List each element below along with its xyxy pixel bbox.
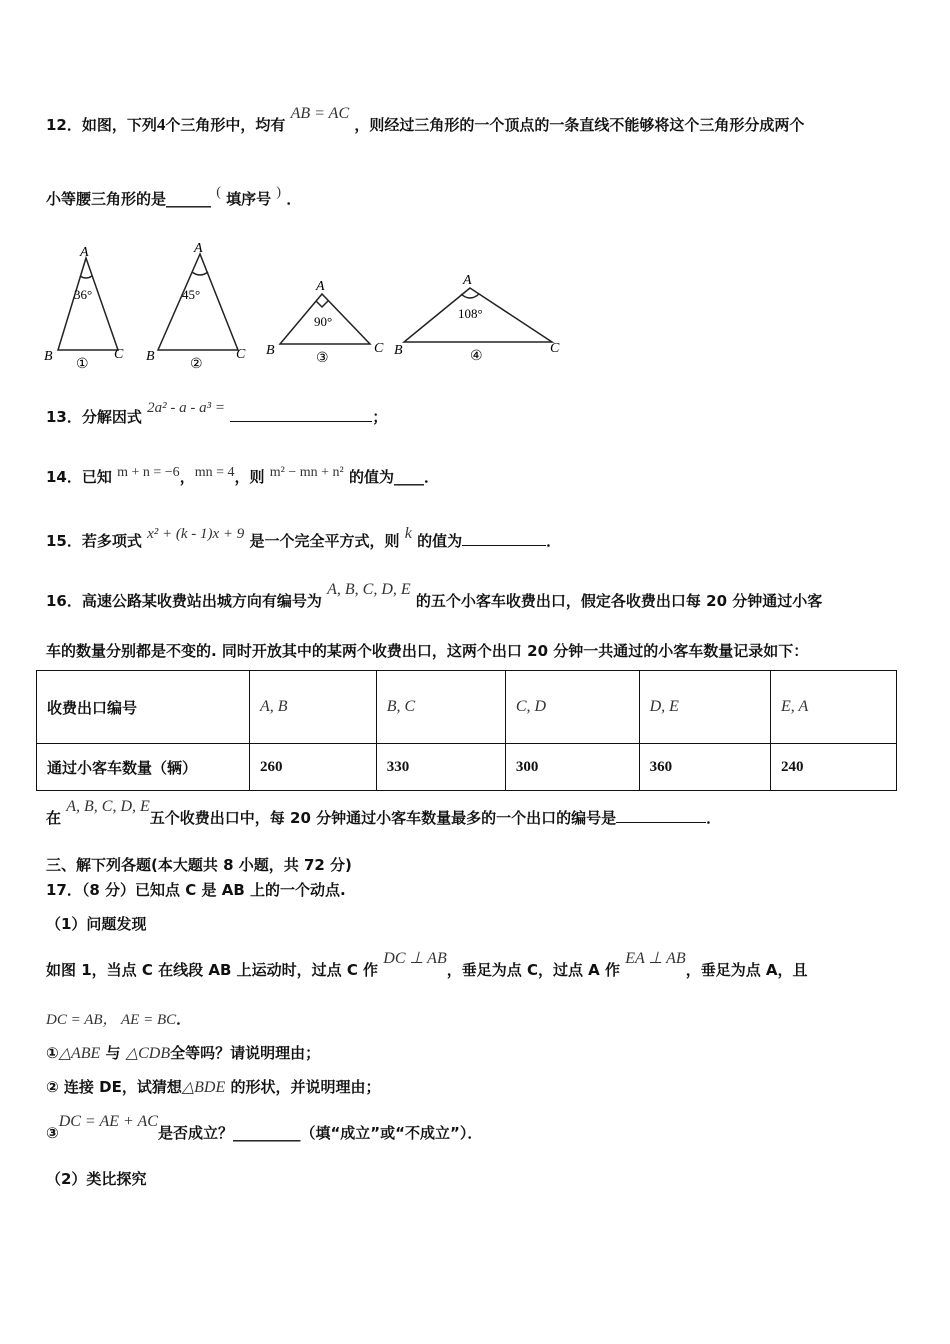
q17-ea-perp: EA ⊥ AB <box>625 950 686 967</box>
table-cell: C, D <box>505 671 639 744</box>
q14-expr: m² − mn + n² <box>269 465 344 480</box>
q13-answer-blank[interactable] <box>230 407 372 422</box>
triangle-3-mark: ③ <box>316 351 329 366</box>
table-cell: A, B <box>250 671 377 744</box>
q13-line: 13．分解因式 2a² - a - a³ = ； <box>46 400 388 426</box>
triangle-1-apex: A <box>80 245 89 260</box>
triangle-1-right: C <box>114 347 124 362</box>
q15-var: k <box>404 525 412 542</box>
q12-math-ab-ac: AB = AC <box>290 105 350 122</box>
q17-cond-line: DC = AB， AE = BC． <box>46 1010 192 1028</box>
table-row <box>37 744 897 791</box>
table-cell: D, E <box>639 671 770 744</box>
triangle-3-angle: 90° <box>314 314 333 329</box>
table-cell: 260 <box>250 744 377 791</box>
q14-line: 14．已知 m + n = −6，mn = 4，则 m² − mn + n² 的值为____． <box>46 465 439 486</box>
table-cell: 330 <box>376 744 505 791</box>
q15-answer-blank[interactable] <box>462 531 546 546</box>
q17-sub3: ③DC = AE + AC是否成立？_________（填“成立”或“不成立”）． <box>46 1113 483 1142</box>
triangle-1 <box>58 258 118 350</box>
triangle-4-right: C <box>550 341 560 356</box>
triangle-3-left: B <box>266 343 275 358</box>
q12-number: 4 <box>156 115 166 134</box>
triangle-3-apex: A <box>316 279 325 294</box>
table-header-cell: 收费出口编号 <box>37 671 250 744</box>
q17-sub1: ①△ABE 与 △CDB全等吗？请说明理由； <box>46 1044 321 1062</box>
q14-cond1: m + n = −6 <box>117 465 180 480</box>
triangle-4-mark: ④ <box>470 349 483 364</box>
triangle-2-left: B <box>146 349 155 364</box>
q17-cond-math: DC = AB， AE = BC <box>46 1012 177 1028</box>
triangle-1-angle: 36° <box>74 287 93 302</box>
q12-line1: 12．如图，下列4个三角形中，均有 AB = AC ，则经过三角形的一个顶点的一条直线不能够将这个三角形分成两个 <box>46 105 805 134</box>
triangle-3-right: C <box>374 341 384 356</box>
triangle-2-angle: 45° <box>182 287 201 302</box>
q17-sub3-blank[interactable]: _________ <box>232 1124 301 1142</box>
q15-expr: x² + (k - 1)x + 9 <box>147 526 245 542</box>
table-cell: 240 <box>770 744 896 791</box>
q12-line2: 小等腰三角形的是______ ( 填序号 ) ． <box>46 185 302 208</box>
table-row <box>37 671 897 744</box>
q16-after-line: 在 A, B, C, D, E五个收费出口中，每 20 分钟通过小客车数量最多的一个出口的编号是 ． <box>46 798 722 827</box>
triangle-4-apex: A <box>463 273 472 288</box>
q16-math-list: A, B, C, D, E <box>327 581 411 598</box>
q17-fig-line: 如图 1，当点 C 在线段 AB 上运动时，过点 C 作 DC ⊥ AB，垂足为点 C，过点 A 作 EA ⊥ AB，垂足为点 A，且 <box>46 950 808 979</box>
triangle-4-left: B <box>394 343 403 358</box>
q17-sub3-math: DC = AE + AC <box>58 1113 158 1130</box>
q16-line2: 车的数量分别都是不变的. 同时开放其中的某两个收费出口，这两个出口 20 分钟一共通过的小客车数量记录如下： <box>46 642 809 660</box>
table-cell: 300 <box>505 744 639 791</box>
q12-triangles-figure <box>40 236 580 376</box>
triangle-1-mark: ① <box>76 357 89 372</box>
q15-line: 15．若多项式 x² + (k - 1)x + 9 是一个完全平方式，则 k 的值为 ． <box>46 525 562 550</box>
table-cell: E, A <box>770 671 896 744</box>
q17-dc-perp: DC ⊥ AB <box>383 950 447 967</box>
q17-part1: （1）问题发现 <box>46 915 147 933</box>
table-cell: B, C <box>376 671 505 744</box>
q16-answer-blank[interactable] <box>616 808 706 823</box>
q17-intro: 17．（8 分）已知点 C 是 AB 上的一个动点. <box>46 881 346 899</box>
q17-sub2: ② 连接 DE，试猜想△BDE 的形状，并说明理由； <box>46 1078 381 1096</box>
triangle-4-angle: 108° <box>458 306 483 321</box>
triangle-1-left: B <box>44 349 53 364</box>
table-header-cell: 通过小客车数量（辆） <box>37 744 250 791</box>
triangle-2 <box>158 254 238 350</box>
table-cell: 360 <box>639 744 770 791</box>
q17-part2: （2）类比探究 <box>46 1170 147 1188</box>
toll-table <box>36 670 897 791</box>
triangle-2-apex: A <box>194 241 203 256</box>
section3-title: 三、解下列各题(本大题共 8 小题，共 72 分) <box>46 856 352 874</box>
q13-expr: 2a² - a - a³ = <box>147 400 225 416</box>
q16-after-math: A, B, C, D, E <box>66 798 150 815</box>
triangle-2-mark: ② <box>190 357 203 372</box>
q14-cond2: mn = 4 <box>194 465 235 480</box>
triangle-2-right: C <box>236 347 246 362</box>
q16-line1: 16．高速公路某收费站出城方向有编号为 A, B, C, D, E 的五个小客车收费出口，假定各收费出口每 20 分钟通过小客 <box>46 581 823 610</box>
